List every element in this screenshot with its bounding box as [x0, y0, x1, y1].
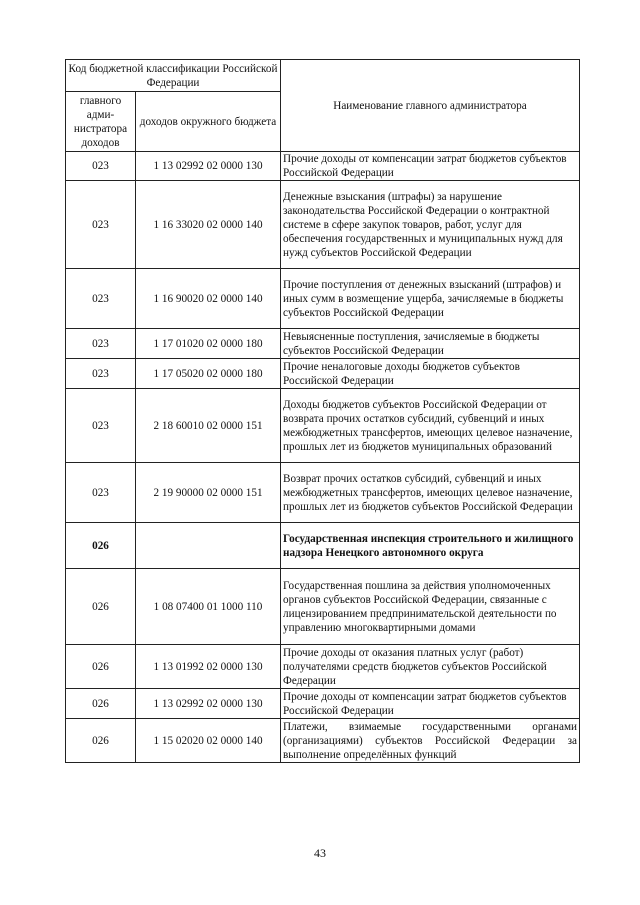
- table-row: [66, 152, 580, 181]
- admin-name-cell: Невыясненные поступления, зачисляемые в бюджеты субъектов Российской Федерации: [281, 329, 580, 359]
- table-row: [66, 181, 580, 269]
- header-budget-classification: Код бюджетной классификации Российской Федерации: [66, 60, 281, 92]
- revenue-code-cell: 2 19 90000 02 0000 151: [136, 463, 281, 523]
- page-number: 43: [314, 846, 326, 860]
- admin-name-cell: Прочие доходы от компенсации затрат бюджетов субъектов Российской Федерации: [281, 689, 580, 719]
- revenue-code-cell: 1 15 02020 02 0000 140: [136, 719, 281, 763]
- admin-code-cell: 023: [66, 152, 136, 181]
- revenue-code-cell: 1 08 07400 01 1000 110: [136, 569, 281, 645]
- admin-code-cell: 023: [66, 269, 136, 329]
- revenue-code-cell: [136, 523, 281, 569]
- admin-code-cell: 026: [66, 689, 136, 719]
- revenue-code-cell: 1 17 01020 02 0000 180: [136, 329, 281, 359]
- admin-code-cell: 023: [66, 329, 136, 359]
- table-row: [66, 569, 580, 645]
- table-body: [66, 152, 580, 763]
- budget-classification-table: [65, 59, 580, 763]
- admin-code-cell: 023: [66, 389, 136, 463]
- header-main-admin: главного адми-нистратора доходов: [66, 92, 136, 152]
- admin-name-cell: Государственная пошлина за действия уполномоченных органов субъектов Российской Федерации, связанные с лицензированием предпринимательской деятельности по управлению многоквартирными домами: [281, 569, 580, 645]
- admin-name-cell: Государственная инспекция строительного и жилищного надзора Ненецкого автономного округа: [281, 523, 580, 569]
- table-row: [66, 359, 580, 389]
- admin-name-cell: Прочие доходы от компенсации затрат бюджетов субъектов Российской Федерации: [281, 152, 580, 181]
- header-revenue-code: доходов окружного бюджета: [136, 92, 281, 152]
- admin-code-cell: 026: [66, 645, 136, 689]
- revenue-code-cell: 1 16 33020 02 0000 140: [136, 181, 281, 269]
- admin-name-cell: Доходы бюджетов субъектов Российской Федерации от возврата прочих остатков субсидий, субвенций и иных межбюджетных трансфертов, имеющих целевое назначение, прошлых лет из бюджетов муниципальных образований: [281, 389, 580, 463]
- admin-name-cell: Платежи, взимаемые государственными органами (организациями) субъектов Российской Федерации за выполнение определённых функций: [281, 719, 580, 763]
- admin-name-cell: Прочие поступления от денежных взысканий (штрафов) и иных сумм в возмещение ущерба, зачисляемые в бюджеты субъектов Российской Федерации: [281, 269, 580, 329]
- admin-name-cell: Денежные взыскания (штрафы) за нарушение законодательства Российской Федерации о контрактной системе в сфере закупок товаров, работ, услуг для обеспечения государственных и муниципальных нужд для нужд субъектов Российской Федерации: [281, 181, 580, 269]
- admin-code-cell: 026: [66, 569, 136, 645]
- revenue-code-cell: 1 13 02992 02 0000 130: [136, 689, 281, 719]
- table-row: [66, 329, 580, 359]
- admin-code-cell: 023: [66, 463, 136, 523]
- revenue-code-cell: 1 17 05020 02 0000 180: [136, 359, 281, 389]
- table-row: [66, 389, 580, 463]
- table-row: [66, 463, 580, 523]
- table-row: [66, 523, 580, 569]
- table-row: [66, 689, 580, 719]
- admin-name-cell: Возврат прочих остатков субсидий, субвенций и иных межбюджетных трансфертов, имеющих целевое назначение, прошлых лет из бюджетов субъектов Российской Федерации: [281, 463, 580, 523]
- header-admin-name: Наименование главного администратора: [281, 60, 580, 152]
- admin-code-cell: 023: [66, 359, 136, 389]
- admin-code-cell: 023: [66, 181, 136, 269]
- admin-code-cell: 026: [66, 523, 136, 569]
- table-header-row: [66, 60, 580, 92]
- revenue-code-cell: 1 13 01992 02 0000 130: [136, 645, 281, 689]
- table-row: [66, 269, 580, 329]
- revenue-code-cell: 1 16 90020 02 0000 140: [136, 269, 281, 329]
- admin-name-cell: Прочие доходы от оказания платных услуг (работ) получателями средств бюджетов субъектов Российской Федерации: [281, 645, 580, 689]
- admin-code-cell: 026: [66, 719, 136, 763]
- revenue-code-cell: 1 13 02992 02 0000 130: [136, 152, 281, 181]
- table-row: [66, 719, 580, 763]
- table-row: [66, 645, 580, 689]
- admin-name-cell: Прочие неналоговые доходы бюджетов субъектов Российской Федерации: [281, 359, 580, 389]
- revenue-code-cell: 2 18 60010 02 0000 151: [136, 389, 281, 463]
